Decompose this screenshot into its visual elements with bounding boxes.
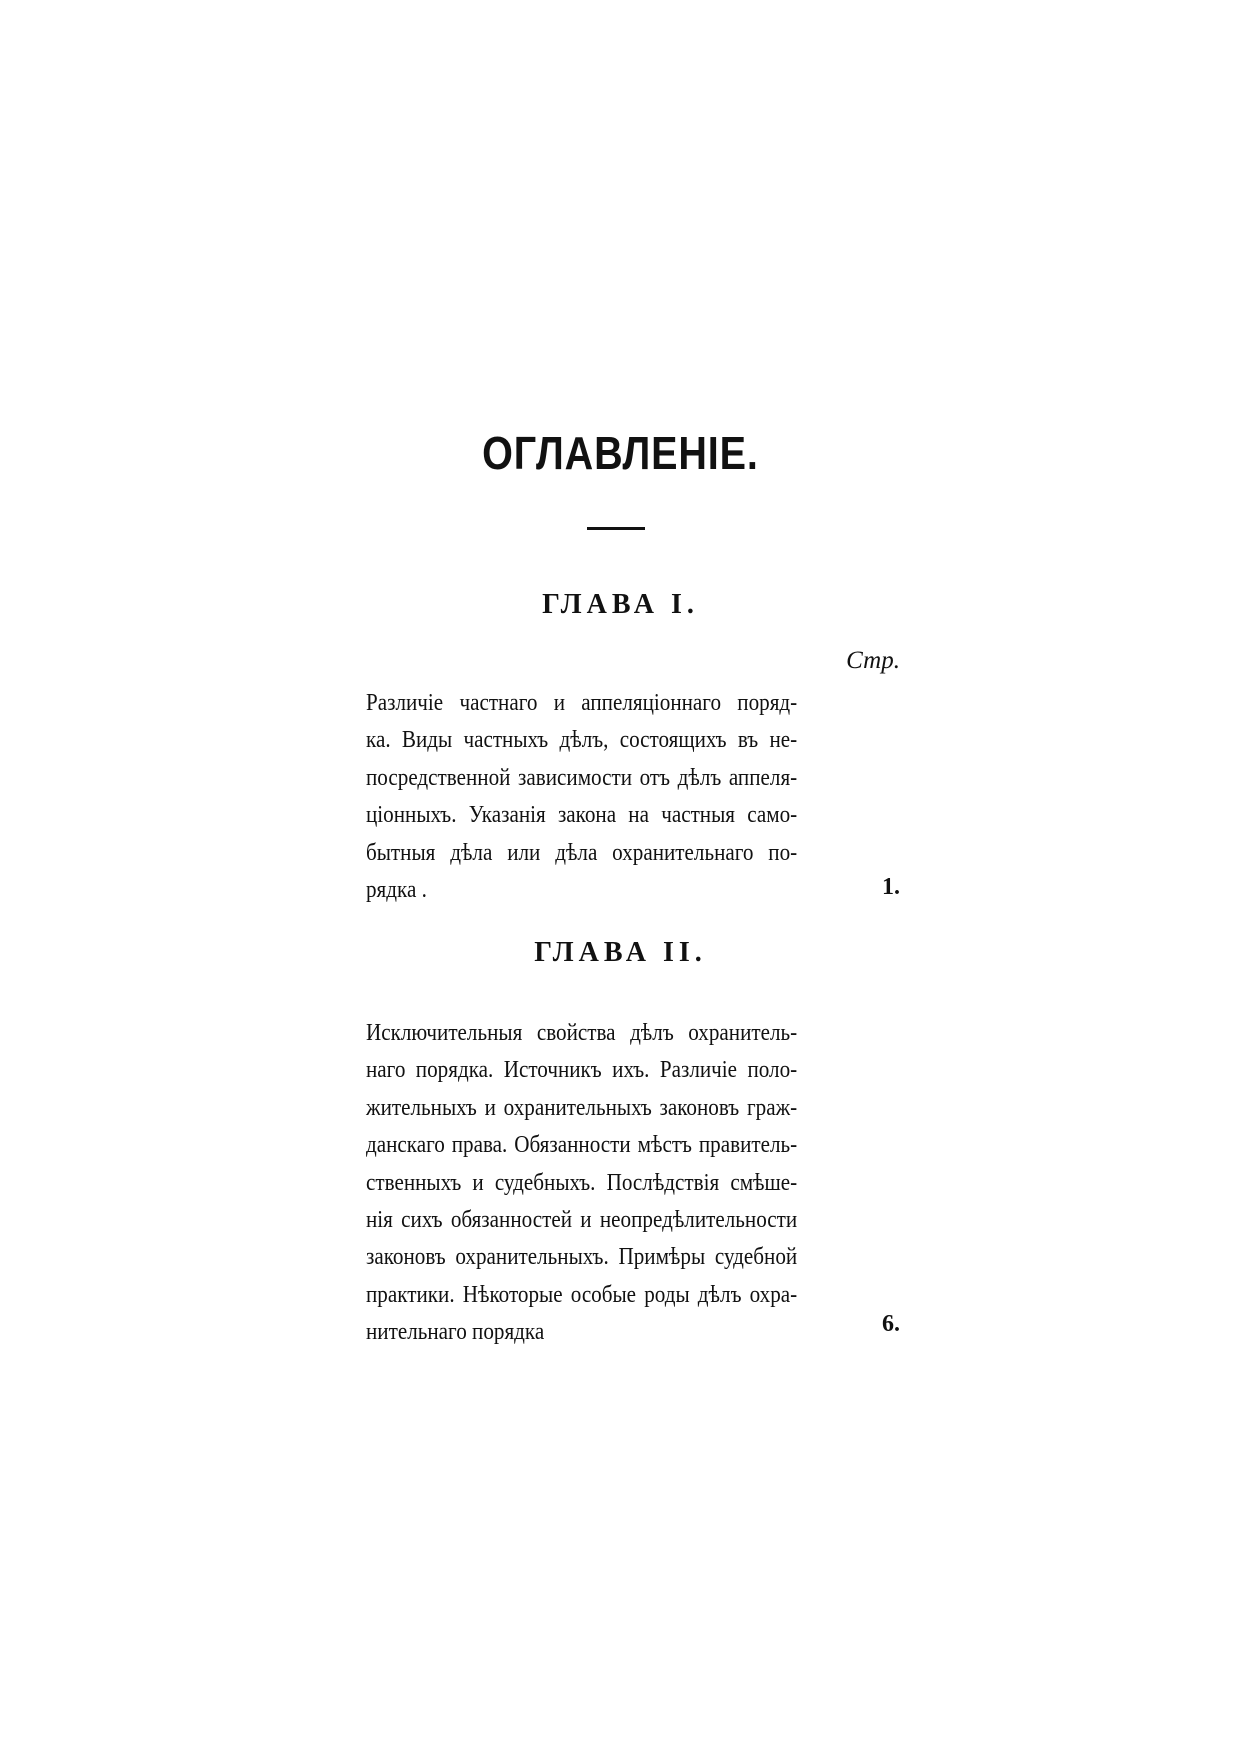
chapter-2-line: Исключительныя свойства дѣлъ охранитель- — [366, 1020, 798, 1046]
chapter-2-line: жительныхъ и охранительныхъ законовъ граж- — [366, 1094, 798, 1121]
chapter-2-line: данскаго права. Обязанности мѣстъ правитель- — [366, 1132, 798, 1159]
chapter-1-page-number: 1. — [882, 874, 900, 900]
chapter-2-line: практики. Нѣкоторые особые роды дѣлъ охра- — [366, 1281, 798, 1308]
chapter-1-line: ка. Виды частныхъ дѣлъ, состоящихъ въ не- — [366, 727, 798, 754]
chapter-2-summary — [366, 1015, 797, 1352]
chapter-2-line: нительнаго порядка — [366, 1319, 545, 1346]
chapter-1-line: цiонныхъ. Указанiя закона на частныя само- — [366, 802, 798, 829]
chapter-2-line: ственныхъ и судебныхъ. Послѣдствiя смѣше- — [366, 1169, 798, 1196]
chapter-1-line: посредственной зависимости отъ дѣлъ аппеля- — [366, 764, 798, 791]
chapter-1-heading: ГЛАВА I. — [542, 589, 699, 620]
title-divider — [587, 527, 645, 530]
page-title: ОГЛАВЛЕНIЕ. — [482, 427, 759, 479]
chapter-2-line: наго порядка. Источникъ ихъ. Различiе поло- — [366, 1057, 798, 1084]
chapter-1-line: бытныя дѣла или дѣла охранительнаго по- — [366, 839, 798, 866]
chapter-1-summary — [366, 685, 797, 909]
chapter-2-page-number: 6. — [882, 1311, 900, 1337]
chapter-2-line: законовъ охранительныхъ. Примѣры судебной — [366, 1244, 798, 1271]
chapter-1-line: Различiе частнаго и аппеляцiоннаго поряд- — [366, 690, 798, 716]
chapter-1-line: рядка . — [366, 877, 427, 904]
chapter-2-line: нiя сихъ обязанностей и неопредѣлительности — [366, 1207, 798, 1234]
chapter-2-heading: ГЛАВА II. — [534, 937, 707, 968]
pages-column-label: Стр. — [846, 647, 900, 674]
